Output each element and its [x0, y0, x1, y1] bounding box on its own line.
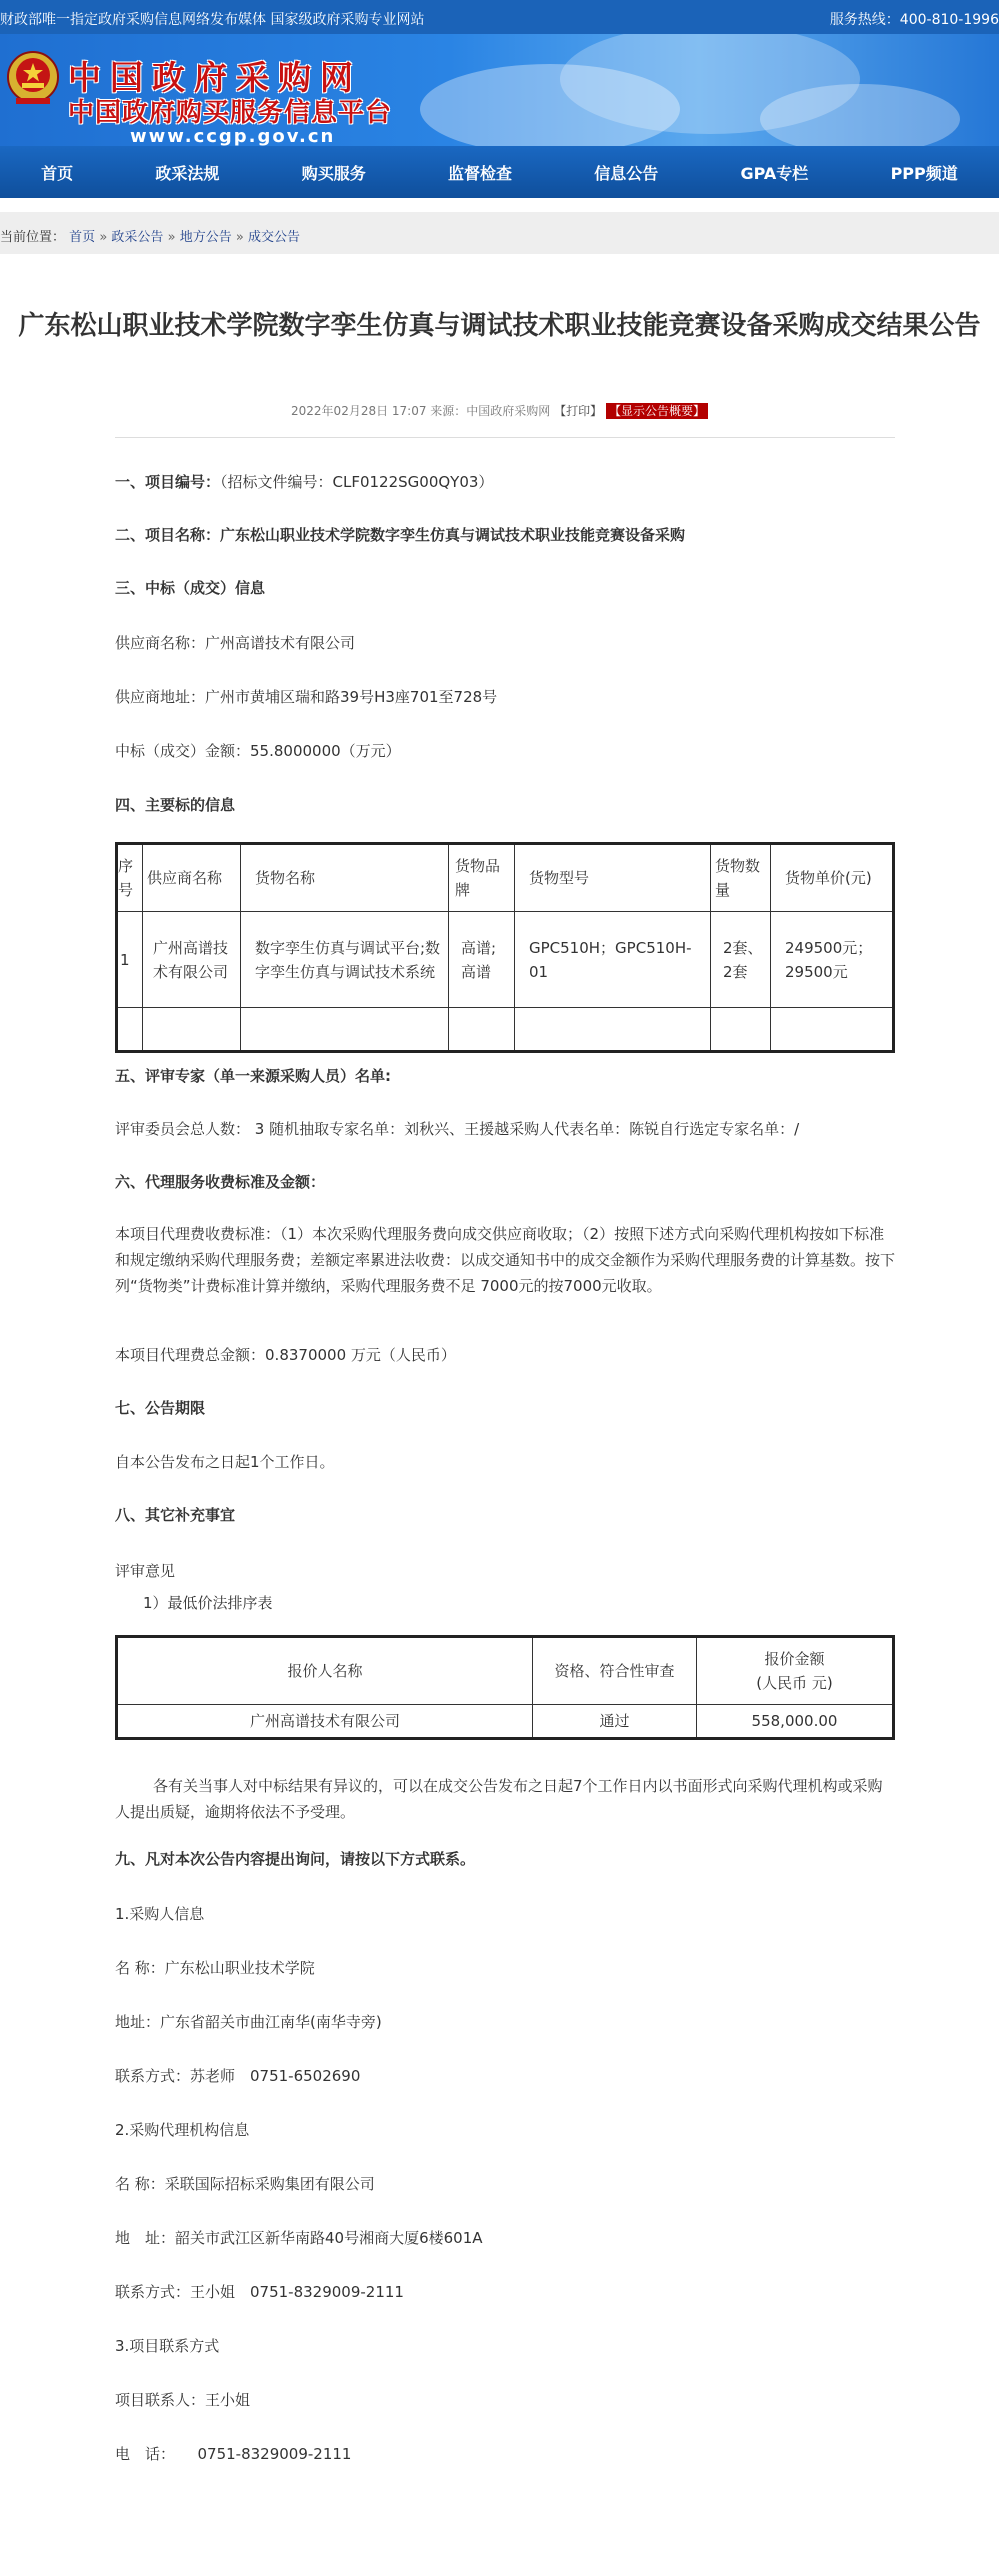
buyer-contact: 联系方式：苏老师 0751-6502690 [115, 2067, 361, 2085]
table-header-cell [697, 1637, 894, 1705]
site-banner [0, 34, 999, 146]
print-link[interactable]: 【打印】 [554, 404, 603, 418]
table-row [117, 1705, 894, 1739]
award-amount: 中标（成交）金额：55.8000000（万元） [115, 742, 401, 760]
main-nav [0, 146, 999, 198]
table-header-row [117, 1637, 894, 1705]
logo-subtitle: 中国政府购买服务信息平台 [68, 98, 393, 128]
section-agency-fee: 六、代理服务收费标准及金额： [115, 1173, 326, 1191]
table-header-cell: 资格、符合性审查 [533, 1637, 697, 1705]
table-cell: 通过 [533, 1705, 697, 1739]
table-cell: 2套、2套 [711, 912, 771, 1008]
project-number-value: （招标文件编号：CLF0122SG00QY03） [220, 473, 494, 491]
supplier-name: 供应商名称：广州高谱技术有限公司 [115, 634, 356, 652]
table-header-cell: 序号 [117, 844, 143, 912]
table-cell: 高谱;高谱 [449, 912, 515, 1008]
project-contact-heading: 3.项目联系方式 [115, 2337, 220, 2355]
nav-item-purchase-services[interactable]: 购买服务 [301, 163, 366, 183]
supplier-address: 供应商地址：广州市黄埔区瑞和路39号H3座701至728号 [115, 688, 498, 706]
nav-item-ppp[interactable]: PPP频道 [890, 163, 958, 183]
title-divider [115, 437, 895, 438]
table-cell: 广州高谱技术有限公司 [117, 1705, 533, 1739]
table-cell: 数字孪生仿真与调试平台;数字孪生仿真与调试技术系统 [241, 912, 449, 1008]
review-opinion: 评审意见 [115, 1562, 176, 1580]
table-header-cell: 供应商名称 [143, 844, 241, 912]
table-header-row [117, 844, 894, 912]
objection-notice: 各有关当事人对中标结果有异议的，可以在成交公告发布之日起7个工作日内以书面形式向采购代理机构或采购人提出质疑，逾期将依法不予受理。 [115, 1777, 883, 1821]
buyer-address: 地址：广东省韶关市曲江南华(南华寺旁) [115, 2013, 382, 2031]
breadcrumb-local[interactable]: 地方公告 [179, 230, 232, 245]
table-cell: GPC510H；GPC510H-01 [515, 912, 711, 1008]
agency-info-heading: 2.采购代理机构信息 [115, 2121, 250, 2139]
section-period: 七、公告期限 [115, 1399, 206, 1417]
agency-contact: 联系方式：王小姐 0751-8329009-2111 [115, 2283, 404, 2301]
section-award-info: 三、中标（成交）信息 [115, 579, 266, 597]
logo-url: www.ccgp.gov.cn [130, 126, 336, 146]
table-cell: 249500元；29500元 [771, 912, 894, 1008]
project-contact-phone: 电 话： 0751-8329009-2111 [115, 2445, 352, 2463]
buyer-info-heading: 1.采购人信息 [115, 1905, 205, 1923]
breadcrumb-sep: » [99, 230, 108, 245]
page-title: 广东松山职业技术学院数字孪生仿真与调试技术职业技能竞赛设备采购成交结果公告 [18, 311, 981, 341]
breadcrumb-deal[interactable]: 成交公告 [247, 230, 300, 245]
table-header-cell: 货物型号 [515, 844, 711, 912]
experts-list: 评审委员会总人数： 3 随机抽取专家名单：刘秋兴、王援越采购人代表名单：陈锐自行选定专家名单：/ [115, 1120, 800, 1138]
price-ranking-table [115, 1635, 895, 1740]
project-contact-person: 项目联系人：王小姐 [115, 2391, 251, 2409]
nav-item-gpa[interactable]: GPA专栏 [740, 163, 809, 183]
goods-table [115, 842, 895, 1053]
nav-item-announcements[interactable]: 信息公告 [594, 163, 659, 183]
section-main-items: 四、主要标的信息 [115, 796, 236, 814]
review-ranking-title: 1）最低价法排序表 [143, 1594, 273, 1612]
agency-address: 地 址：韶关市武江区新华南路40号湘商大厦6楼601A [115, 2229, 483, 2247]
section-experts: 五、评审专家（单一来源采购人员）名单: [115, 1067, 392, 1085]
announcement-period: 自本公告发布之日起1个工作日。 [115, 1453, 335, 1471]
table-header-cell: 报价人名称 [117, 1637, 533, 1705]
service-hotline: 服务热线：400-810-1996 [829, 12, 999, 28]
article-meta [0, 402, 999, 419]
show-summary-button[interactable]: 【显示公告概要】 [606, 403, 708, 419]
breadcrumb [0, 212, 999, 254]
agency-name: 名 称：采联国际招标采购集团有限公司 [115, 2175, 375, 2193]
table-cell: 广州高谱技术有限公司 [143, 912, 241, 1008]
table-cell: 558,000.00 [697, 1705, 894, 1739]
table-header-cell: 货物数量 [711, 844, 771, 912]
table-header-cell: 货物名称 [241, 844, 449, 912]
agency-fee-standard: 本项目代理费收费标准：（1）本次采购代理服务费向成交供应商收取；（2）按照下述方式向采购代理机构按如下标准和规定缴纳采购代理服务费；差额定率累进法收费：以成交通知书中的成交金额作为采购代理服务费的计算基数。按下列“货物类”计费标准计算并缴纳，采购代理服务费不足 7000元的按7000元收取。 [115, 1225, 896, 1295]
nav-item-supervision[interactable]: 监督检查 [447, 163, 512, 183]
article-date-source: 2022年02月28日 17:07 来源：中国政府采购网 [291, 404, 555, 418]
table-cell: 1 [117, 912, 143, 1008]
table-row [117, 912, 894, 1008]
table-header-cell: 货物品牌 [449, 844, 515, 912]
price-header-line2: (人民币 元) [756, 1674, 833, 1692]
nav-item-regulations[interactable]: 政采法规 [155, 163, 220, 183]
agency-fee-total: 本项目代理费总金额：0.8370000 万元（人民币） [115, 1346, 456, 1364]
table-header-cell: 货物单价(元) [771, 844, 894, 912]
buyer-name: 名 称：广东松山职业技术学院 [115, 1959, 315, 1977]
section-project-name: 二、项目名称：广东松山职业技术学院数字孪生仿真与调试技术职业技能竞赛设备采购 [115, 526, 686, 544]
top-slogan: 财政部唯一指定政府采购信息网络发布媒体 国家级政府采购专业网站 [0, 12, 425, 28]
breadcrumb-prefix: 当前位置： [0, 230, 66, 245]
breadcrumb-sep: » [235, 230, 244, 245]
breadcrumb-procurement[interactable]: 政采公告 [111, 230, 164, 245]
breadcrumb-home[interactable]: 首页 [69, 230, 96, 245]
section-supplementary: 八、其它补充事宜 [115, 1506, 236, 1524]
breadcrumb-sep: » [167, 230, 176, 245]
logo-title[interactable]: 中国政府采购网 [68, 58, 362, 97]
section-heading: 一、项目编号： [115, 473, 221, 491]
top-strip [0, 0, 999, 34]
nav-item-home[interactable]: 首页 [41, 163, 74, 183]
section-project-number [115, 469, 895, 495]
national-emblem-icon [6, 50, 60, 108]
table-row-empty [117, 1008, 894, 1052]
section-contact: 九、凡对本次公告内容提出询问，请按以下方式联系。 [115, 1850, 476, 1868]
price-header-line1: 报价金额 [764, 1650, 825, 1668]
